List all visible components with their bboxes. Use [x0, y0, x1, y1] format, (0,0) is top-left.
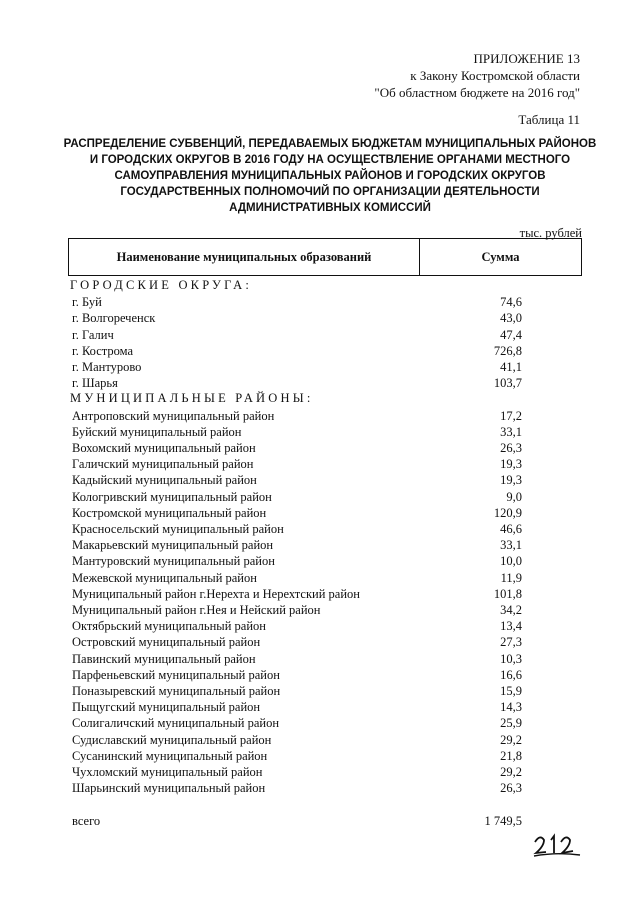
municipality-name: Мантуровский муниципальный район [72, 554, 275, 569]
municipality-name: Костромской муниципальный район [72, 505, 267, 520]
municipality-name: Муниципальный район г.Нерехта и Нерехтский район [72, 586, 360, 601]
municipality-name: Галичский муниципальный район [72, 457, 254, 472]
amount-value: 726,8 [493, 343, 522, 358]
municipality-name: Шарьинский муниципальный район [72, 781, 266, 796]
municipality-name: Чухломский муниципальный район [72, 765, 263, 779]
table-row [0, 634, 640, 650]
table-row [0, 699, 640, 715]
table-row [0, 408, 640, 424]
municipality-name: Пыщугский муниципальный район [72, 700, 261, 715]
municipality-name: г. Шарья [72, 376, 118, 391]
municipality-name: Кологривский муниципальный район [72, 489, 272, 504]
table-row [0, 537, 640, 553]
table-row [0, 310, 640, 326]
table-row [0, 732, 640, 748]
handwritten-page-mark [532, 832, 584, 863]
table-row [0, 424, 640, 440]
header-name-column: Наименование муниципальных образований [69, 239, 420, 275]
table-row [0, 715, 640, 731]
table-row [0, 780, 640, 796]
amount-value: 103,7 [493, 376, 522, 391]
municipality-name: Красносельский муниципальный район [72, 522, 284, 536]
table-row [0, 553, 640, 569]
annex-block [374, 50, 580, 101]
amount-value: 27,3 [500, 635, 522, 650]
amount-value: 74,6 [500, 295, 522, 310]
amount-value: 19,3 [500, 473, 522, 488]
municipality-name: г. Мантурово [72, 360, 142, 374]
table-row [0, 618, 640, 634]
amount-value: 16,6 [500, 667, 522, 682]
table-row [0, 294, 640, 310]
amount-value: 120,9 [493, 505, 522, 520]
table-row [0, 764, 640, 780]
table-row [0, 651, 640, 667]
annex-law: к Закону Костромской области [410, 68, 580, 83]
municipality-name: Буйский муниципальный район [72, 424, 242, 439]
amount-value: 29,2 [500, 732, 522, 747]
amount-value: 9,0 [506, 489, 522, 504]
municipality-name: г. Волгореченск [72, 311, 156, 326]
municipality-name: г. Галич [72, 327, 114, 342]
annex-law-name: "Об областном бюджете на 2016 год" [374, 85, 580, 100]
amount-value: 33,1 [500, 538, 522, 553]
amount-value: 14,3 [500, 700, 522, 715]
amount-value: 11,9 [500, 570, 522, 585]
table-row [0, 456, 640, 472]
table-row [0, 667, 640, 683]
table-row [0, 602, 640, 618]
amount-value: 10,0 [500, 554, 522, 569]
section-title: ГОРОДСКИЕ ОКРУГА: [70, 278, 253, 292]
total-row [0, 814, 640, 830]
table-row [0, 586, 640, 602]
municipality-name: Антроповский муниципальный район [72, 408, 275, 423]
municipality-name: Вохомский муниципальный район [72, 441, 256, 455]
municipality-name: Макарьевский муниципальный район [72, 538, 274, 553]
amount-value: 46,6 [500, 522, 522, 536]
total-value: 1 749,5 [484, 814, 522, 828]
total-label: всего [72, 814, 101, 828]
section-title: МУНИЦИПАЛЬНЫЕ РАЙОНЫ: [70, 391, 314, 406]
municipality-name: Парфеньевский муниципальный район [72, 667, 280, 682]
table-header [68, 238, 582, 276]
municipality-name: г. Буй [72, 295, 102, 310]
municipality-name: Кадыйский муниципальный район [72, 473, 257, 488]
table-row [0, 343, 640, 359]
amount-value: 33,1 [500, 424, 522, 439]
municipality-name: г. Кострома [72, 343, 134, 358]
amount-value: 26,3 [500, 781, 522, 796]
amount-value: 41,1 [500, 360, 522, 374]
amount-value: 15,9 [500, 684, 522, 698]
amount-value: 25,9 [500, 716, 522, 731]
amount-value: 21,8 [500, 748, 522, 763]
table-row [0, 748, 640, 764]
municipality-name: Солигаличский муниципальный район [72, 716, 280, 731]
table-row [0, 375, 640, 391]
amount-value: 101,8 [493, 586, 522, 601]
table-row [0, 489, 640, 505]
amount-value: 19,3 [500, 457, 522, 472]
amount-value: 43,0 [500, 311, 522, 326]
table-row [0, 505, 640, 521]
amount-value: 47,4 [500, 327, 522, 342]
units-label: тыс. рублей [519, 226, 582, 240]
municipality-name: Островский муниципальный район [72, 635, 261, 650]
annex-title: ПРИЛОЖЕНИЕ 13 [473, 51, 580, 66]
amount-value: 13,4 [500, 619, 522, 634]
table-row [0, 327, 640, 343]
municipality-name: Павинский муниципальный район [72, 651, 256, 666]
municipality-name: Судиславский муниципальный район [72, 732, 272, 747]
table-row [0, 440, 640, 456]
amount-value: 26,3 [500, 441, 522, 455]
table-row [0, 359, 640, 375]
municipality-name: Муниципальный район г.Нея и Нейский район [72, 603, 321, 617]
amount-value: 10,3 [500, 651, 522, 666]
table-row [0, 570, 640, 586]
amount-value: 17,2 [500, 408, 522, 423]
table-row [0, 521, 640, 537]
table-row [0, 683, 640, 699]
table-row [0, 472, 640, 488]
municipality-name: Поназыревский муниципальный район [72, 684, 281, 698]
municipality-name: Межевской муниципальный район [72, 570, 257, 585]
document-title: РАСПРЕДЕЛЕНИЕ СУБВЕНЦИЙ, ПЕРЕДАВАЕМЫХ БЮДЖЕТАМ МУНИЦИПАЛЬНЫХ РАЙОНОВ И ГОРОДСКИХ ОКРУГОВ В 2016 ГОДУ НА ОСУЩЕСТВЛЕНИЕ ОРГАНАМИ МЕСТНОГО САМОУПРАВЛЕНИЯ МУНИЦИПАЛЬНЫХ РАЙОНОВ И ГОРОДСКИХ ОКРУГОВ ГОСУДАРСТВЕННЫХ ПОЛНОМОЧИЙ ПО ОРГАНИЗАЦИИ ДЕЯТЕЛЬНОСТИ АДМИНИСТРАТИВНЫХ КОМИССИЙ [63, 138, 597, 214]
header-sum-column: Сумма [481, 249, 520, 264]
municipality-name: Октябрьский муниципальный район [72, 619, 266, 634]
municipality-name: Сусанинский муниципальный район [72, 748, 268, 763]
amount-value: 34,2 [500, 603, 522, 617]
table-number: Таблица 11 [518, 112, 580, 127]
amount-value: 29,2 [500, 765, 522, 779]
